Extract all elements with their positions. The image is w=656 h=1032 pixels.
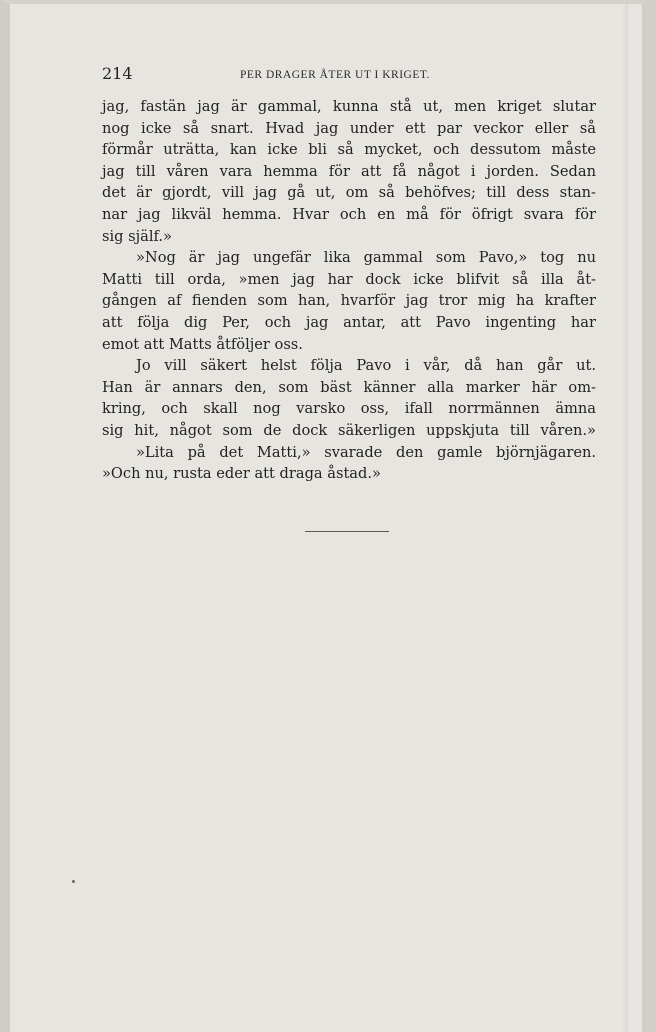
text-line: Matti till orda, »men jag har dock icke blifvit så illa åt- <box>102 270 596 288</box>
text-line: kring, och skall nog varsko oss, ifall norrmännen ämna <box>102 400 596 418</box>
text-line: det är gjordt, vill jag gå ut, om så behöfves; till dess stan- <box>102 184 596 202</box>
text-line: jag, fastän jag är gammal, kunna stå ut, men kriget slutar <box>102 98 596 115</box>
text-line: Han är annars den, som bäst känner alla marker här om- <box>102 378 596 396</box>
text-line: sig själf.» <box>102 227 172 245</box>
text-line: nog icke så snart. Hvad jag under ett par veckor eller så <box>102 119 596 137</box>
paper-speck <box>72 880 75 883</box>
page-edge-shadow <box>622 4 628 1032</box>
text-line: »Lita på det Matti,» svarade den gamle björnjägaren. <box>136 443 596 461</box>
text-line: nar jag likväl hemma. Hvar och en må för öfrigt svara för <box>102 205 596 223</box>
body-text <box>102 96 596 485</box>
running-title: PER DRAGER ÅTER UT I KRIGET. <box>240 69 430 81</box>
text-line: »Och nu, rusta eder att draga åstad.» <box>102 465 381 483</box>
text-line: jag till våren vara hemma för att få något i jorden. Sedan <box>102 162 596 180</box>
text-line: Jo vill säkert helst följa Pavo i vår, då han går ut. <box>136 357 596 375</box>
text-line: förmår uträtta, kan icke bli så mycket, och dessutom måste <box>102 141 596 159</box>
text-line: att följa dig Per, och jag antar, att Pavo ingenting har <box>102 313 596 331</box>
text-line: gången af fienden som han, hvarför jag tror mig ha krafter <box>102 292 596 310</box>
running-header <box>10 4 656 94</box>
text-line: sig hit, något som de dock säkerligen uppskjuta till våren.» <box>102 421 596 439</box>
text-line: emot att Matts åtföljer oss. <box>102 335 303 353</box>
page-number: 214 <box>102 64 133 83</box>
text-line: »Nog är jag ungefär lika gammal som Pavo,» tog nu <box>136 249 596 267</box>
section-rule <box>305 531 389 532</box>
